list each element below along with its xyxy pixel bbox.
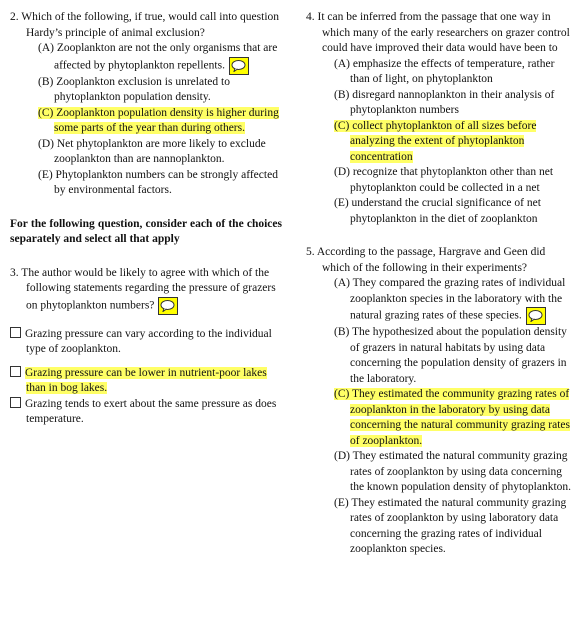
- option-text-highlighted: (C) collect phytoplankton of all sizes before analyzing the extent of phytoplankton concentration: [334, 119, 537, 163]
- option-text: Grazing pressure can vary according to the individual type of zooplankton.: [25, 327, 272, 355]
- option-text: (E) They estimated the natural community grazing rates of zooplankton by using laboratory data concerning the grazing rates of individual zooplankton species.: [334, 496, 567, 555]
- option-text: (D) recognize that phytoplankton other than net phytoplankton could be collected in a net: [334, 166, 554, 194]
- option-a[interactable]: [320, 276, 576, 325]
- option-text: (A) Zooplankton are not the only organisms that are affected by phytoplankton repellents.: [38, 42, 278, 72]
- question-5: [306, 245, 576, 558]
- option-c[interactable]: [24, 106, 282, 137]
- option-text: (B) disregard nannoplankton in their analysis of phytoplankton numbers: [334, 88, 555, 116]
- option-text-highlighted: Grazing pressure can be lower in nutrient-poor lakes than in bog lakes.: [25, 366, 267, 394]
- checkbox[interactable]: [10, 397, 21, 408]
- option-a[interactable]: [320, 57, 576, 88]
- option-text: (E) understand the crucial significance of net phytoplankton in the diet of zooplankton: [334, 197, 541, 225]
- option-text: Grazing tends to exert about the same pressure as does temperature.: [25, 397, 277, 425]
- option-e[interactable]: [320, 196, 576, 227]
- checkbox[interactable]: [10, 366, 21, 377]
- option-text: (D) Net phytoplankton are more likely to exclude zooplankton than are nannoplankton.: [38, 137, 266, 165]
- question-3: [10, 266, 282, 428]
- option-text: (D) They estimated the natural community grazing rates of zooplankton by using data concerning the known population density of phytoplankton.: [334, 450, 572, 493]
- question-2: [10, 10, 282, 199]
- option-c[interactable]: [320, 119, 576, 166]
- question-stem: 2. Which of the following, if true, would call into question Hardy’s principle of animal exclusion?: [10, 11, 280, 39]
- option-text: (B) The hypothesized about the population density of grazers in natural habitats by using data concerning the population density of grazers in the laboratory.: [334, 326, 567, 385]
- option-d[interactable]: [24, 137, 282, 168]
- speech-bubble-icon[interactable]: [229, 57, 249, 75]
- option-text: (E) Phytoplankton numbers can be strongly affected by environmental factors.: [38, 168, 278, 196]
- question-stem: 4. It can be inferred from the passage that one way in which many of the early researchers on grazer control could have improved their data would have been to: [306, 11, 570, 54]
- checkbox-option-b[interactable]: [10, 366, 282, 397]
- option-d[interactable]: [320, 449, 576, 496]
- speech-bubble-icon[interactable]: [526, 307, 546, 325]
- option-d[interactable]: [320, 165, 576, 196]
- speech-bubble-icon[interactable]: [158, 297, 178, 315]
- option-e[interactable]: [24, 168, 282, 199]
- option-text-highlighted: (C) They estimated the community grazing rates of zooplankton in the laboratory by using data concerning the natural community grazing rates of zooplankton.: [334, 388, 571, 447]
- right-column: [306, 10, 576, 558]
- option-a[interactable]: [24, 41, 282, 75]
- option-b[interactable]: [320, 88, 576, 119]
- option-b[interactable]: [24, 75, 282, 106]
- option-b[interactable]: [320, 325, 576, 387]
- option-text: (A) They compared the grazing rates of individual zooplankton species in the laboratory with the natural grazing rates of these species.: [334, 277, 566, 322]
- option-e[interactable]: [320, 496, 576, 558]
- option-text-highlighted: (C) Zooplankton population density is higher during some parts of the year than during others.: [38, 106, 279, 134]
- left-column: [10, 10, 282, 428]
- question-4: [306, 10, 576, 227]
- checkbox-option-c[interactable]: [10, 397, 282, 428]
- checkbox-option-a[interactable]: [10, 327, 282, 358]
- question-stem: 5. According to the passage, Hargrave and Geen did which of the following in their experiments?: [306, 246, 546, 274]
- option-text: (B) Zooplankton exclusion is unrelated to phytoplankton population density.: [38, 75, 230, 103]
- select-all-instruction: For the following question, consider each of the choices separately and select all that apply: [10, 217, 282, 245]
- option-c[interactable]: [320, 387, 576, 449]
- question-stem: 3. The author would be likely to agree with which of the following statements regarding the pressure of grazers on phytoplankton numbers?: [10, 266, 282, 315]
- option-text: (A) emphasize the effects of temperature, rather than of light, on phytoplankton: [334, 57, 555, 85]
- checkbox[interactable]: [10, 327, 21, 338]
